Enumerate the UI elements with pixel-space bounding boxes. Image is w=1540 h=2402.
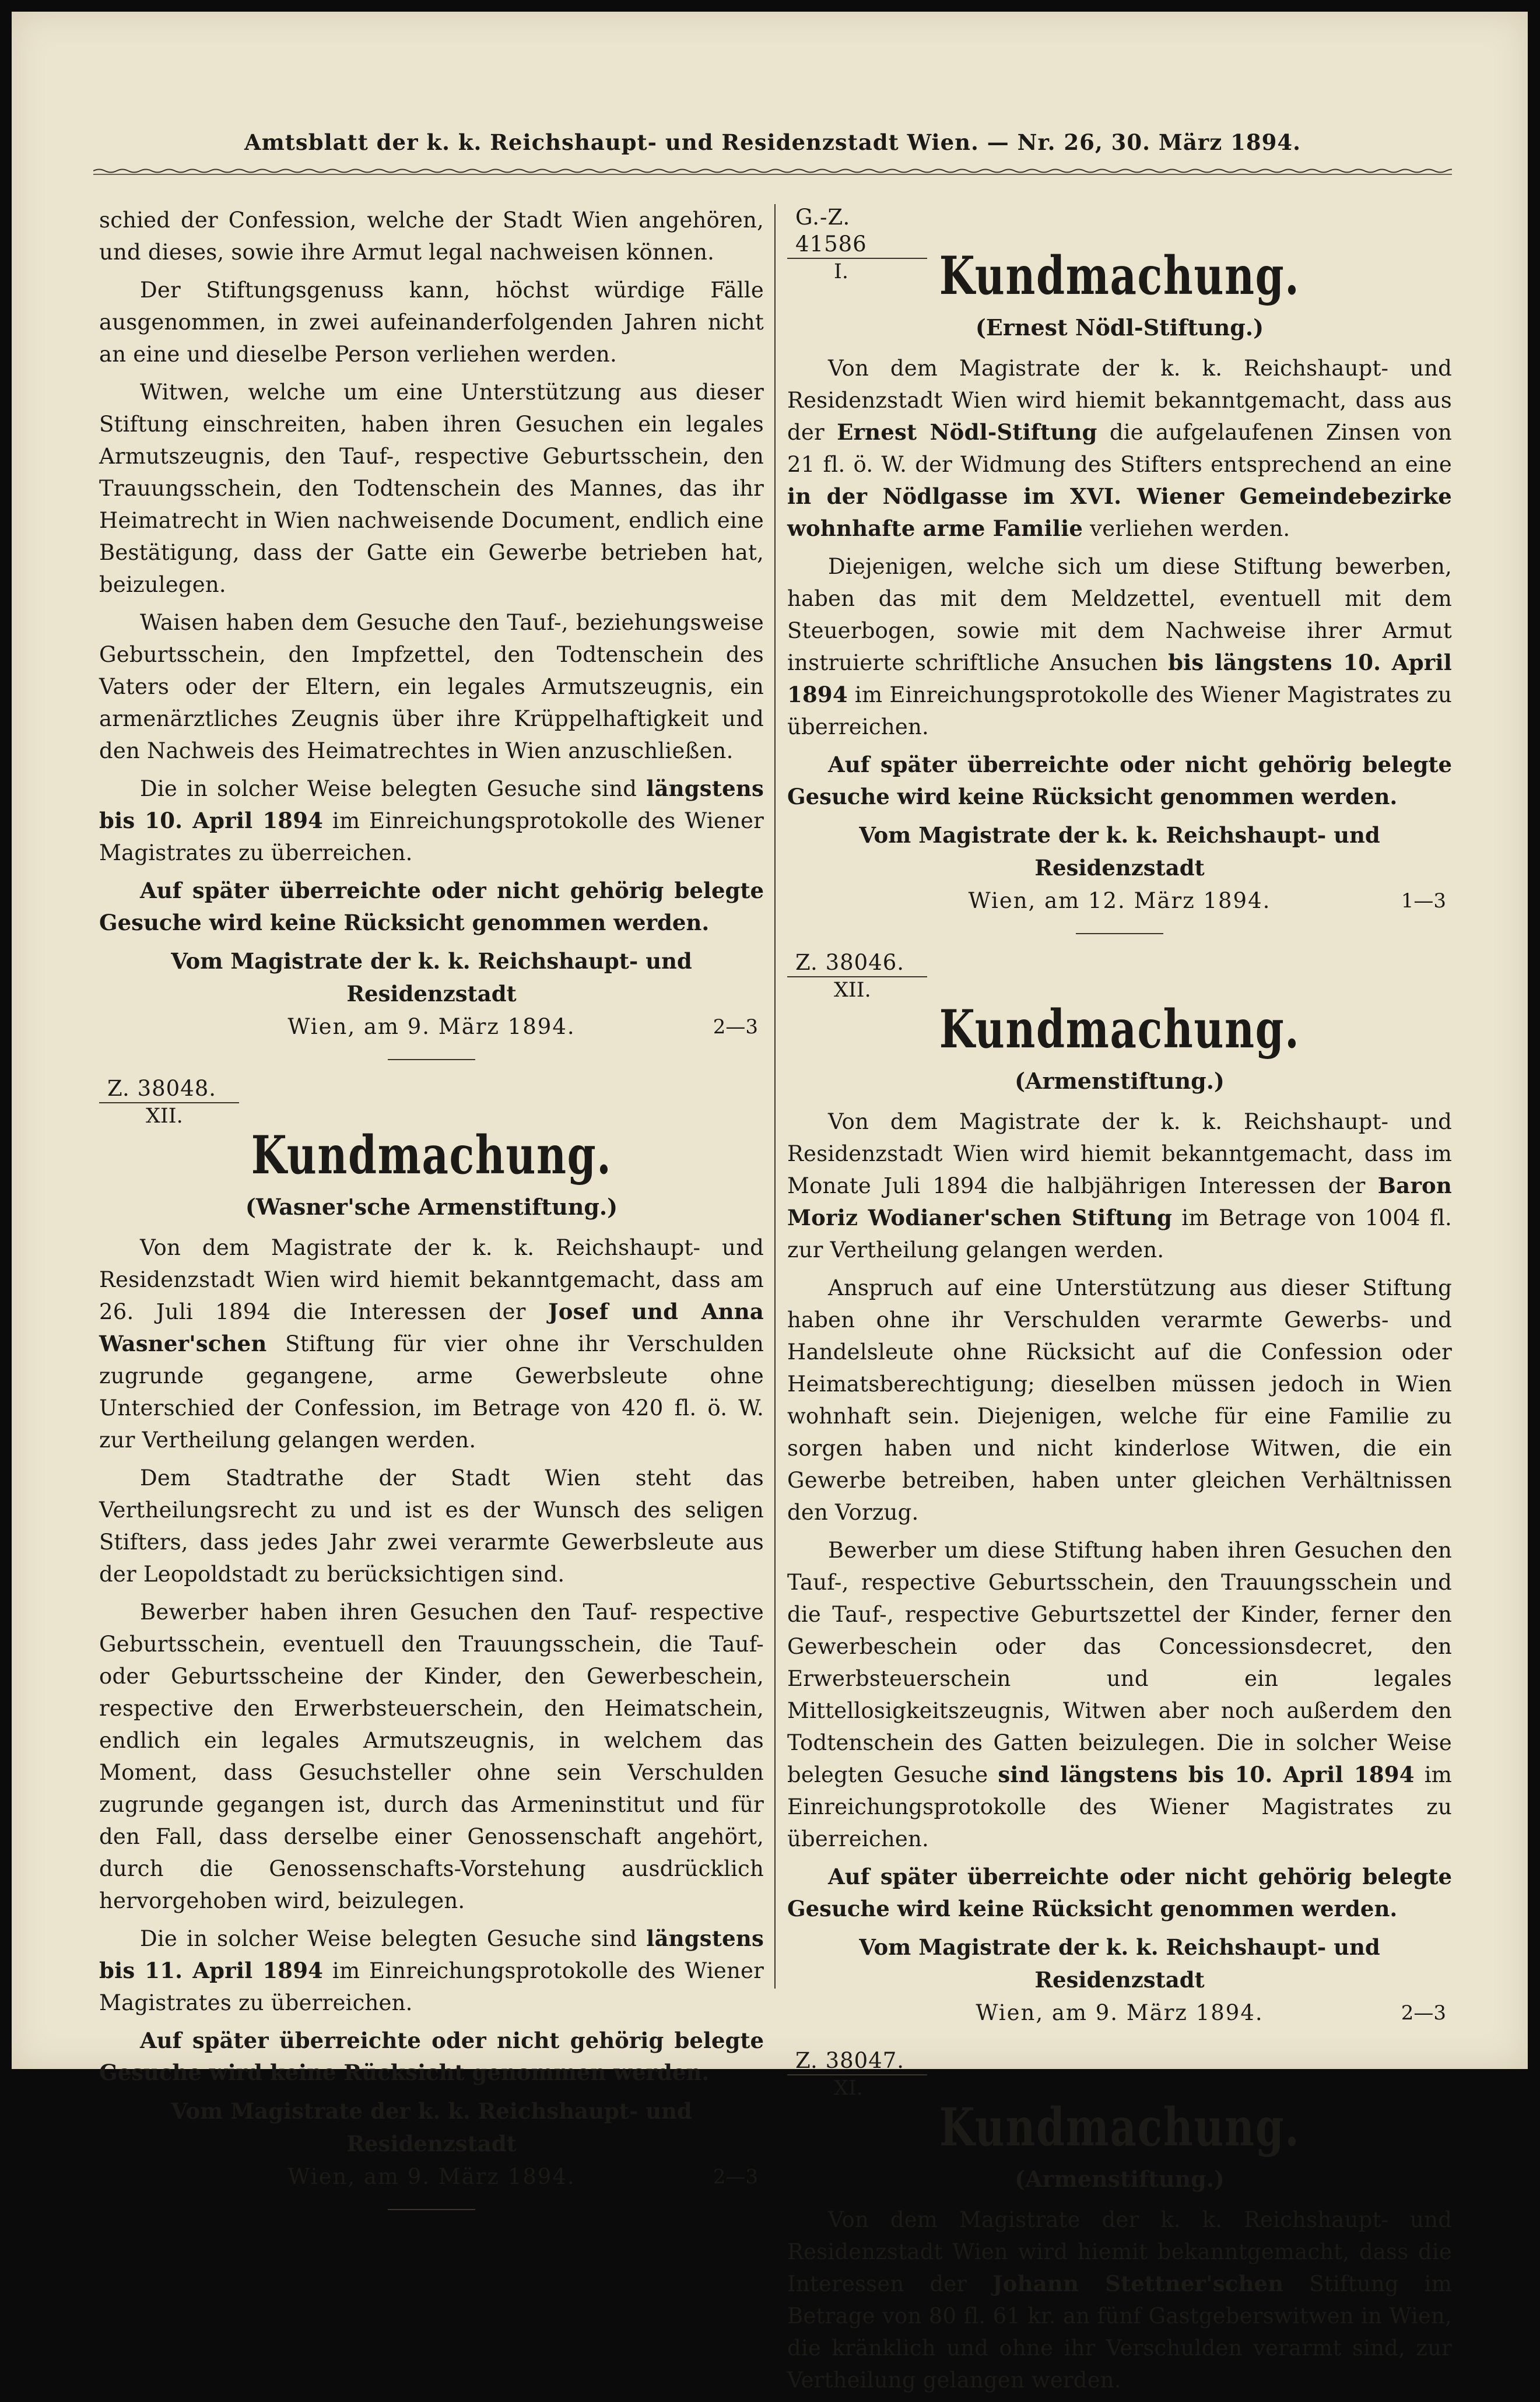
notice-paragraph [787, 2204, 1452, 2396]
insertion-number: 2—3 [713, 2165, 758, 2189]
notice-reference [787, 949, 927, 1003]
notice-date: Wien, am 9. März 1894. [287, 1014, 576, 1039]
text-run: Diejenigen, welche sich um diese Stiftung bewerben, haben das mit dem Meldzettel, eventuell mit dem Steuerbogen, sowie mit dem Nachweise ihrer Armut instruierte schriftliche Ansuchen [787, 554, 1452, 675]
notice-paragraph [787, 550, 1452, 743]
text-run: die aufgelaufenen Zinsen von 21 fl. ö. W. der Widmung des Stifters entsprechend an eine [787, 420, 1452, 477]
text-run: Stiftung für vier ohne ihr Verschulden zugrunde gegangene, arme Gewerbsleute ohne Unterschied der Confession, im Betrage von 420 fl. ö. W. zur Vertheilung gelangen werden. [99, 1331, 764, 1453]
foundation-name: Josef und Anna Wasner'schen [99, 1299, 764, 1356]
foundation-name: Baron Moriz Wodianer'schen Stiftung [787, 1173, 1452, 1230]
text-run: im Betrage von 1004 fl. zur Vertheilung gelangen werden. [787, 1205, 1452, 1263]
notice-separator [388, 1059, 475, 1060]
reference-roman: I. [834, 260, 848, 283]
insertion-number: 2—3 [713, 1015, 758, 1039]
recipient-text: in der Nödlgasse im XVI. Wiener Gemeindebezirke wohnhafte arme Familie [787, 483, 1452, 541]
notice-paragraph: Bewerber haben ihren Gesuchen den Tauf- respective Geburtsschein, eventuell den Trauungsschein, die Tauf- oder Geburtsscheine der Kinder, den Gewerbeschein, respective den Erwerbsteuerschein, den Heimatschein, endlich ein legales Armutszeugnis, in welchem das Moment, dass Gesuchsteller ohne sein Verschulden zugrunde gegangen ist, durch das Armeninstitut und für den Fall, dass derselbe einer Genossenschaft angehört, durch die Genossenschafts-Vorstehung ausdrücklich hervorgehoben wird, beizulegen. [99, 1600, 764, 1913]
notice-paragraph: Anspruch auf eine Unterstützung aus dieser Stiftung haben ohne ihr Verschulden verarmte Gewerbs- und Handelsleute ohne Rücksicht auf die Confession oder Heimatsberechtigung; dieselben müssen jedoch in Wien wohnhaft sein. Diejenigen, welche für eine Familie zu sorgen haben und nicht kinderlose Witwen, die ein Gewerbe betreiben, haben unter gleichen Verhältnissen den Vorzug. [787, 1275, 1452, 1525]
text-run: Von dem Magistrate der k. k. Reichshaupt- und Residenzstadt Wien wird hiemit bekanntgemacht, dass die Interessen der [787, 2207, 1452, 2296]
insertion-number: 1—3 [1401, 889, 1446, 913]
text-run: Die in solcher Weise belegten Gesuche sind [140, 1926, 647, 1951]
foundation-name: Ernest Nödl-Stiftung [837, 419, 1097, 445]
notice-signature: Vom Magistrate der k. k. Reichshaupt- und Residenzstadt [171, 948, 692, 1007]
reference-roman: XI. [834, 2077, 863, 2100]
newspaper-page [12, 12, 1528, 2393]
right-column [787, 204, 1452, 2402]
text-run: Bewerber um diese Stiftung haben ihren Gesuchen den Tauf-, respective Geburtsschein, den Trauungsschein und die Tauf-, respective Geburtszettel der Kinder, ferner den Gewerbeschein oder das Concessionsdecret, den Erwerbsteuerschein und ein legales Mittellosigkeitszeugnis, Witwen aber noch außerdem den Todtenschein des Gatten beizulegen. Die in solcher Weise belegten Gesuche [787, 1538, 1452, 1787]
text-run: Von dem Magistrate der k. k. Reichshaupt- und Residenzstadt Wien wird hiemit bekanntgemacht, dass am 26. Juli 1894 die Interessen der [99, 1235, 764, 1324]
left-paragraph: Witwen, welche um eine Unterstützung aus dieser Stiftung einschreiten, haben ihren Gesuchen ein legales Armutszeugnis, den Tauf-, respective Geburtsschein, den Trauungsschein, den Todtenschein des Mannes, das ihr Heimatrecht in Wien nachweisende Document, endlich eine Bestätigung, dass der Gatte ein Gewerbe betrieben hat, beizulegen. [99, 380, 764, 597]
page-header: Amtsblatt der k. k. Reichshaupt- und Residenzstadt Wien. — Nr. 26, 30. März 1894. [244, 129, 1302, 155]
notice-signature: Vom Magistrate der k. k. Reichshaupt- und Residenzstadt [859, 822, 1380, 881]
notice-warning: Auf später überreichte oder nicht gehörig belegte Gesuche wird keine Rücksicht genommen werden. [787, 1864, 1452, 1921]
reference-number: G.-Z. 41586 [787, 204, 927, 259]
notice-heading: Kundmachung. [251, 1124, 612, 1186]
deadline-text: sind längstens bis 10. April 1894 [998, 1762, 1415, 1787]
reference-roman: XII. [146, 1104, 183, 1128]
notice-signature: Vom Magistrate der k. k. Reichshaupt- und Residenzstadt [859, 1934, 1380, 1993]
notice-heading: Kundmachung. [939, 2096, 1300, 2158]
notice-paragraph [787, 1106, 1452, 1266]
notice-subtitle: (Ernest Nödl-Stiftung.) [975, 314, 1264, 341]
notice-date: Wien, am 12. März 1894. [968, 888, 1271, 913]
text-run: Die in solcher Weise belegten Gesuche sind [140, 776, 647, 801]
reference-number: Z. 38047. [787, 2047, 927, 2075]
text-run: verliehen werden. [1083, 516, 1290, 541]
notice-paragraph [99, 1923, 764, 2019]
notice-warning: Auf später überreichte oder nicht gehörig belegte Gesuche wird keine Rücksicht genommen werden. [787, 752, 1452, 809]
column-divider [774, 204, 776, 1989]
deadline-text: längstens bis 10. April 1894 [99, 776, 764, 833]
notice-dateline [99, 2160, 764, 2194]
notice-warning: Auf später überreichte oder nicht gehörig belegte Gesuche wird keine Rücksicht genommen werden. [99, 2028, 764, 2085]
notice-warning: Auf später überreichte oder nicht gehörig belegte Gesuche wird keine Rücksicht genommen werden. [99, 878, 764, 935]
notice-dateline [787, 1996, 1452, 2030]
reference-number: Z. 38046. [787, 949, 927, 977]
text-run: Von dem Magistrate der k. k. Reichshaupt- und Residenzstadt Wien wird hiemit bekanntgemacht, dass im Monate Juli 1894 die halbjährigen Interessen der [787, 1109, 1452, 1198]
notice-date: Wien, am 9. März 1894. [976, 2000, 1264, 2025]
notice-paragraph: Dem Stadtrathe der Stadt Wien steht das Vertheilungsrecht zu und ist es der Wunsch des seligen Stifters, dass jedes Jahr zwei verarmte Gewerbsleute aus der Leopoldstadt zu berücksichtigen sind. [99, 1465, 764, 1587]
left-paragraph [99, 773, 764, 869]
insertion-number: 2—3 [1401, 2001, 1446, 2025]
deadline-text: bis längstens 10. April 1894 [787, 650, 1452, 707]
text-run: im Einreichungsprotokolle des Wiener Magistrates zu überreichen. [787, 682, 1452, 739]
deadline-text: längstens bis 11. April 1894 [99, 1926, 764, 1983]
text-run: Stiftung im Betrage von 80 fl. 61 kr. an fünf Gastgeberswitwen in Wien, die kränklich und ohne ihr Verschulden verarmt sind, zur Vertheilung gelangen werden. [787, 2271, 1452, 2393]
notice-subtitle: (Wasner'sche Armenstiftung.) [245, 1194, 618, 1220]
notice-reference [99, 1075, 239, 1129]
notice-paragraph [787, 352, 1452, 545]
left-paragraph: Waisen haben dem Gesuche den Tauf-, beziehungsweise Geburtsschein, den Impfzettel, den Todtenschein des Vaters oder der Eltern, ein legales Armutszeugnis, ein armenärztliches Zeugnis über ihre Krüppelhaftigkeit und den Nachweis des Heimatrechtes in Wien anzuschließen. [99, 610, 764, 763]
reference-number: Z. 38048. [99, 1075, 239, 1103]
left-paragraph: schied der Confession, welche der Stadt Wien angehören, und dieses, sowie ihre Armut legal nachweisen können. [99, 208, 764, 265]
left-column [99, 204, 764, 2225]
foundation-name: Johann Stettner'schen [992, 2271, 1284, 2296]
notice-heading: Kundmachung. [939, 245, 1300, 307]
notice-reference [787, 2047, 927, 2101]
left-paragraph: Der Stiftungsgenuss kann, höchst würdige Fälle ausgenommen, in zwei aufeinanderfolgenden Jahren nicht an eine und dieselbe Person verliehen werden. [99, 278, 764, 367]
text-run: im Einreichungsprotokolle des Wiener Magistrates zu überreichen. [787, 1762, 1453, 1852]
notice-paragraph [787, 1534, 1452, 1855]
notice-subtitle: (Armenstiftung.) [1015, 2166, 1225, 2192]
text-run: im Einreichungsprotokolle des Wiener Magistrates zu überreichen. [99, 808, 764, 865]
reference-roman: XII. [834, 979, 871, 1002]
notice-subtitle: (Armenstiftung.) [1015, 1068, 1225, 1094]
notice-separator [1076, 933, 1163, 934]
notice-date: Wien, am 9. März 1894. [287, 2164, 576, 2189]
notice-heading: Kundmachung. [939, 998, 1300, 1060]
notice-signature: Vom Magistrate der k. k. Reichshaupt- und Residenzstadt [171, 2098, 692, 2156]
notice-separator [388, 2209, 475, 2210]
text-run: Von dem Magistrate der k. k. Reichshaupt- und Residenzstadt Wien wird hiemit bekanntgemacht, dass aus der [787, 356, 1452, 445]
notice-dateline [99, 1010, 764, 1044]
header-wavy-rule [93, 168, 1452, 176]
notice-paragraph [99, 1232, 764, 1456]
notice-dateline [787, 884, 1452, 918]
text-run: im Einreichungsprotokolle des Wiener Magistrates zu überreichen. [99, 1958, 764, 2015]
